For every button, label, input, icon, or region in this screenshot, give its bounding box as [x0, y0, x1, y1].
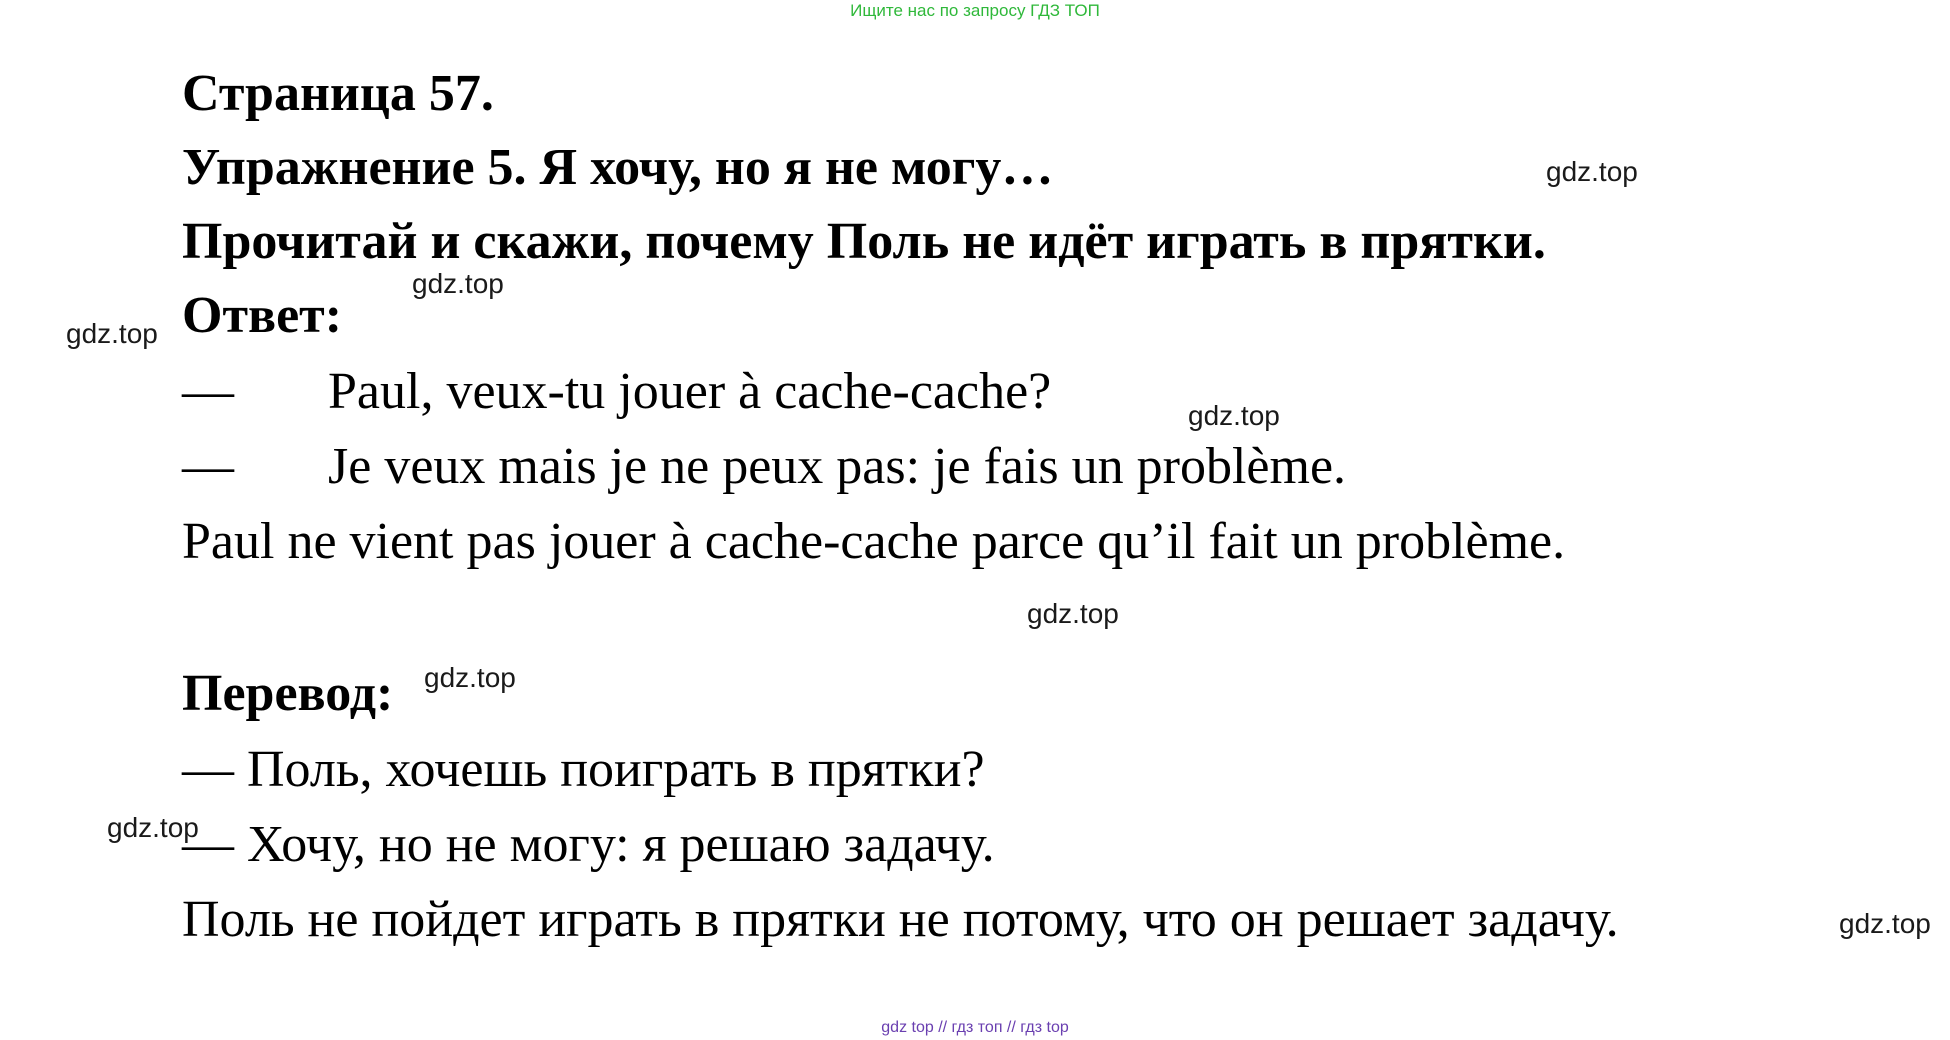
dialogue-dash: — [182, 438, 234, 495]
answer-french: Paul ne vient pas jouer à cache-cache parce qu’il fait un problème. [182, 513, 1566, 570]
translation-line-1: — Поль, хочешь поиграть в прятки? [182, 741, 985, 798]
translation-line-2: — Хочу, но не могу: я решаю задачу. [182, 816, 995, 873]
dialogue-dash: — [182, 363, 234, 420]
watermark: gdz.top [424, 662, 516, 693]
dialogue-text: Je veux mais je ne peux pas: je fais un problème. [328, 438, 1347, 495]
translation-label: Перевод: [182, 665, 394, 722]
task-text: Прочитай и скажи, почему Поль не идёт играть в прятки. [182, 213, 1546, 270]
watermark: gdz.top [66, 318, 158, 349]
watermark: gdz.top [1188, 400, 1280, 431]
footer: gdz top // гдз топ // гдз top [881, 1019, 1069, 1036]
exercise-title: Упражнение 5. Я хочу, но я не могу… [182, 139, 1054, 196]
page-title: Страница 57. [182, 65, 494, 122]
watermark: gdz.top [1546, 156, 1638, 187]
watermark: gdz.top [1027, 598, 1119, 629]
watermark: gdz.top [412, 268, 504, 299]
dialogue-line-1 [182, 362, 1051, 422]
dialogue-text: Paul, veux-tu jouer à cache-cache? [328, 363, 1052, 420]
translation-line-3: Поль не пойдет играть в прятки не потому, что он решает задачу. [182, 891, 1619, 948]
answer-label: Ответ: [182, 287, 343, 344]
watermark: gdz.top [107, 812, 199, 843]
watermark: gdz.top [1839, 908, 1931, 939]
top-banner: Ищите нас по запросу ГДЗ ТОП [850, 1, 1100, 20]
dialogue-line-2 [182, 437, 1346, 497]
